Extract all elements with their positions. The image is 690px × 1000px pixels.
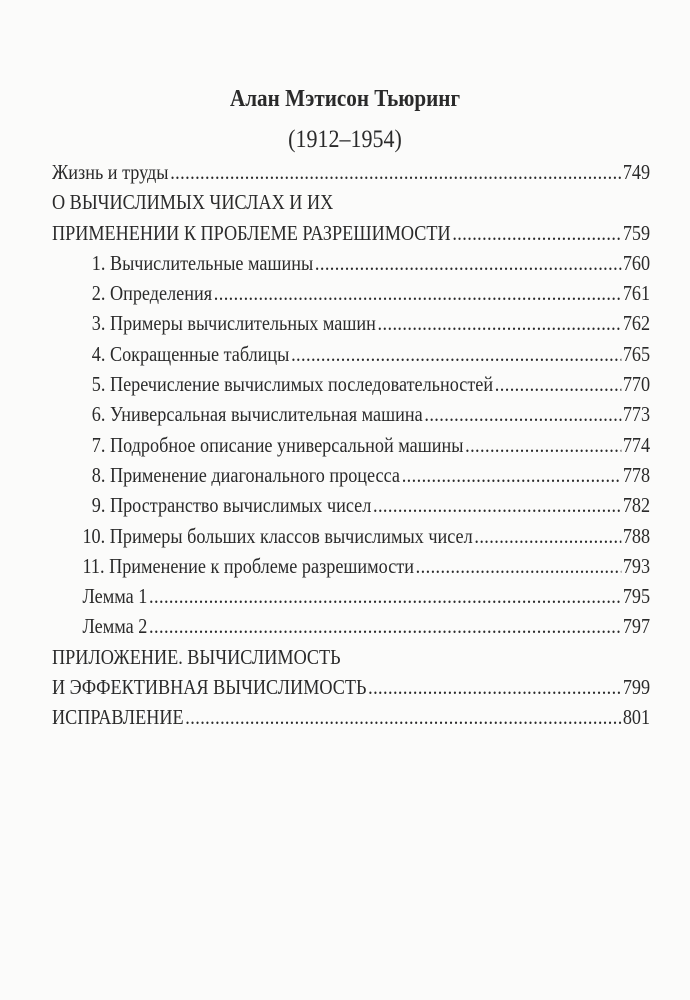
toc-page-number: 774 <box>622 432 651 457</box>
dot-leader <box>373 490 621 520</box>
toc-entry-title: 4. Сокращенные таблицы <box>91 341 290 366</box>
author-heading: Алан Мэтисон Тьюринг <box>229 86 461 112</box>
toc-page-number: 793 <box>622 553 651 578</box>
toc-entry-title: 1. Вычислительные машины <box>91 250 314 275</box>
toc-entry <box>52 521 650 551</box>
toc-entry <box>52 672 650 702</box>
toc-page-number: 773 <box>622 402 651 427</box>
toc-page-number: 770 <box>622 372 651 397</box>
toc-entry <box>52 308 650 338</box>
toc-page-number: 761 <box>622 281 651 306</box>
toc-page-number: 788 <box>622 523 651 548</box>
toc-entry-title: 5. Перечисление вычислимых последовательностей <box>91 372 494 397</box>
dot-leader <box>149 611 621 641</box>
toc-entry-title: Жизнь и труды <box>52 160 169 184</box>
toc-page-number: 749 <box>622 160 651 184</box>
toc-entry-title: 6. Универсальная вычислительная машина <box>91 402 423 427</box>
toc-entry-title: 11. Применение к проблеме разрешимости <box>82 553 414 578</box>
toc-entry-title: 7. Подробное описание универсальной машины <box>91 432 464 457</box>
dot-leader <box>149 581 621 611</box>
toc-page-number: 762 <box>622 311 651 336</box>
dot-leader <box>170 157 621 187</box>
toc-entry <box>52 278 650 308</box>
dot-leader <box>465 430 621 460</box>
dot-leader <box>214 278 621 308</box>
toc-page-number: 797 <box>622 614 651 639</box>
table-of-contents <box>52 157 650 733</box>
toc-entry <box>52 460 650 490</box>
toc-entry-title: 3. Примеры вычислительных машин <box>91 311 376 336</box>
toc-entry <box>52 581 650 611</box>
toc-entry-title: 2. Определения <box>91 281 213 306</box>
dot-leader <box>315 248 621 278</box>
toc-page-number: 795 <box>622 584 651 609</box>
toc-entry-title: ПРИМЕНЕНИИ К ПРОБЛЕМЕ РАЗРЕШИМОСТИ <box>52 220 451 245</box>
toc-entry-title: 10. Примеры больших классов вычислимых чисел <box>82 523 473 548</box>
toc-entry <box>52 399 650 429</box>
dot-leader <box>378 308 622 338</box>
dot-leader <box>368 672 621 702</box>
dot-leader <box>474 521 621 551</box>
toc-page-number: 782 <box>622 493 651 518</box>
toc-entry-title: 9. Пространство вычислимых чисел <box>91 493 372 518</box>
toc-entry <box>52 187 650 217</box>
dot-leader <box>185 702 621 732</box>
toc-entry <box>52 430 650 460</box>
dot-leader <box>424 399 621 429</box>
toc-entry-title: Лемма 1 <box>82 584 148 609</box>
dot-leader <box>291 339 621 369</box>
toc-page-number: 765 <box>622 341 651 366</box>
toc-entry <box>52 218 650 248</box>
toc-entry-title: И ЭФФЕКТИВНАЯ ВЫЧИСЛИМОСТЬ <box>52 675 367 700</box>
toc-entry-title: ПРИЛОЖЕНИЕ. ВЫЧИСЛИМОСТЬ <box>52 644 341 669</box>
toc-entry <box>52 248 650 278</box>
dot-leader <box>402 460 621 490</box>
toc-entry <box>52 339 650 369</box>
toc-page-number: 760 <box>622 250 651 275</box>
toc-entry <box>52 490 650 520</box>
toc-entry-title: О ВЫЧИСЛИМЫХ ЧИСЛАХ И ИХ <box>52 190 334 215</box>
toc-entry-title: ИСПРАВЛЕНИЕ <box>52 705 184 730</box>
toc-entry <box>52 551 650 581</box>
author-dates: (1912–1954) <box>288 126 402 153</box>
dot-leader <box>416 551 621 581</box>
toc-page-number: 778 <box>622 462 651 487</box>
toc-page-number: 801 <box>622 705 651 730</box>
toc-entry <box>52 702 650 732</box>
toc-entry <box>52 642 650 672</box>
toc-entry <box>52 369 650 399</box>
toc-entry <box>52 157 650 187</box>
toc-entry-title: Лемма 2 <box>82 614 148 639</box>
toc-page-number: 799 <box>622 675 651 700</box>
dot-leader <box>452 218 621 248</box>
toc-page-number: 759 <box>622 220 651 245</box>
dot-leader <box>495 369 621 399</box>
toc-entry <box>52 611 650 641</box>
toc-entry-title: 8. Применение диагонального процесса <box>91 462 401 487</box>
